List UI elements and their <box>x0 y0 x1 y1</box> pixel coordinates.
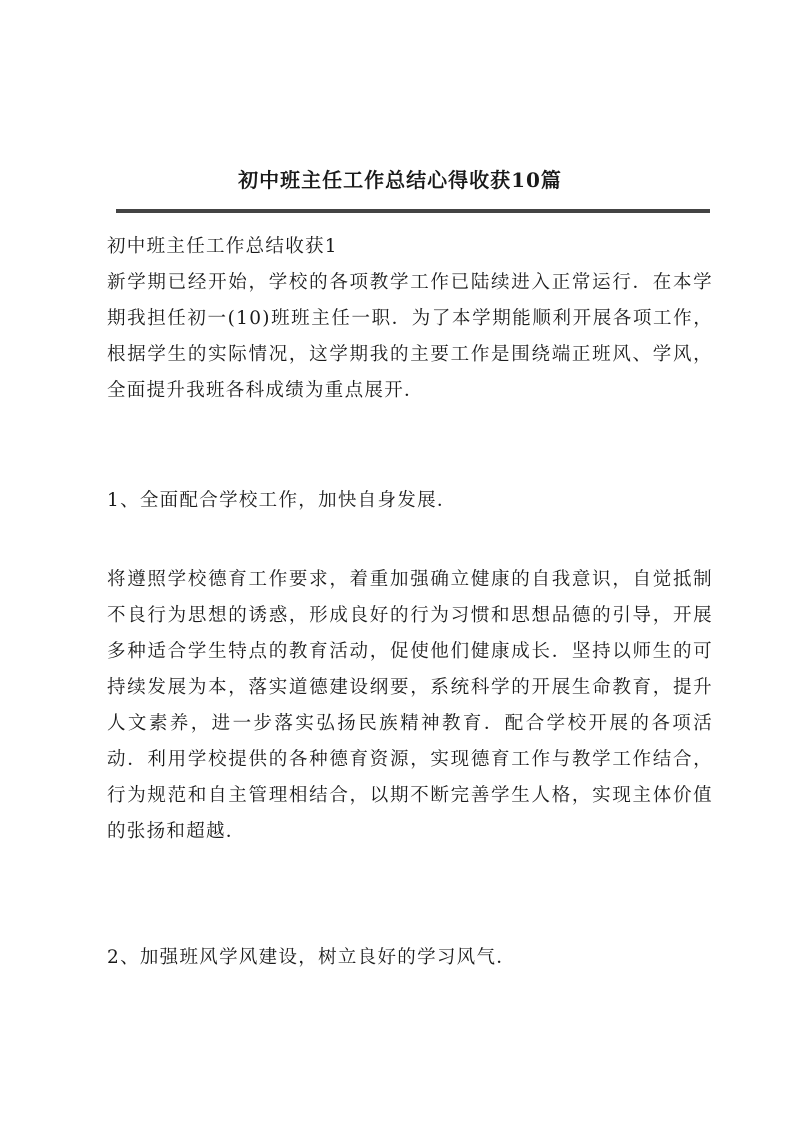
document-title: 初中班主任工作总结心得收获10篇 <box>238 168 562 192</box>
section-heading: 初中班主任工作总结收获1 <box>107 236 338 257</box>
point-2-heading: 2、加强班风学风建设，树立良好的学习风气． <box>107 947 517 968</box>
point-1-paragraph: 将遵照学校德育工作要求，着重加强确立健康的自我意识，自觉抵制不良行为思想的诱惑，形成良好的行为习惯和思想品德的引导，开展多种适合学生特点的教育活动，促使他们健康成长．坚持以师生的可持续发展为本，落实道德建设纲要，系统科学的开展生命教育，提升人文素养，进一步落实弘扬民族精神教育．配合学校开展的各项活动．利用学校提供的各种德育资源，实现德育工作与教学工作结合，行为规范和自主管理相结合，以期不断完善学生人格，实现主体价值的张扬和超越． <box>107 569 713 842</box>
intro-paragraph: 新学期已经开始，学校的各项教学工作已陆续进入正常运行．在本学期我担任初一(10)班班主任一职．为了本学期能顺利开展各项工作，根据学生的实际情况，这学期我的主要工作是围绕端正班风、学风，全面提升我班各科成绩为重点展开． <box>107 272 713 401</box>
title-divider <box>116 209 710 213</box>
point-1-heading: 1、全面配合学校工作，加快自身发展． <box>107 490 457 511</box>
